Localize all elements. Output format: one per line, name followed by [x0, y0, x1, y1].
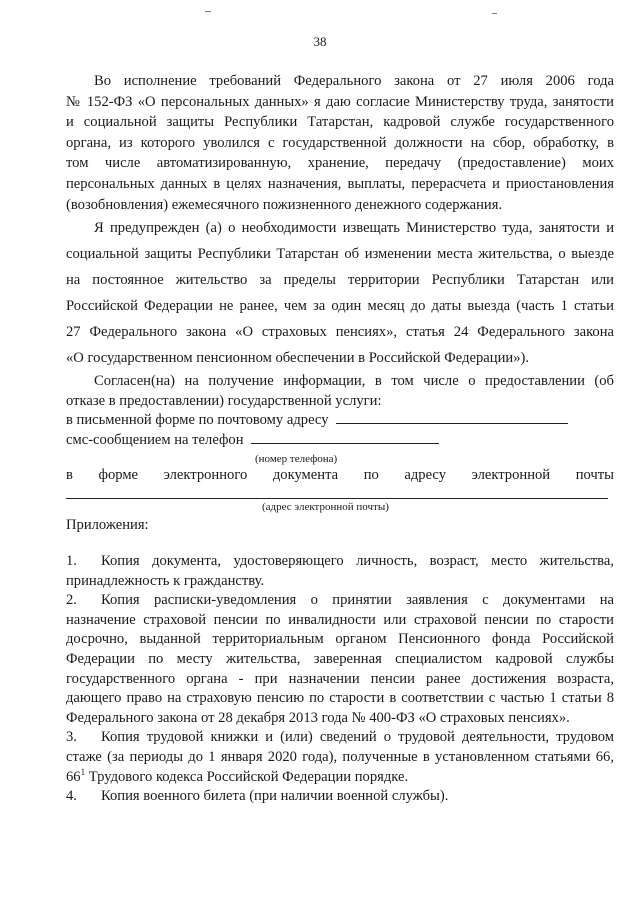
consent-line: (возобновления) ежемесячного пожизненного денежного содержания.	[66, 196, 503, 213]
item-line: принадлежность к гражданству.	[66, 572, 265, 589]
item-text: Трудового кодекса Российской Федерации порядке.	[85, 768, 409, 785]
notification-intro: Согласен(на) на получение информации, в том числе о предоставлении (об	[94, 373, 614, 389]
warning-line: 27 Федерального закона «О страховых пенсиях», статья 24 Федерального закона	[66, 324, 614, 340]
item-line: государственного органа - при назначении пенсии ранее достижения возраста,	[66, 670, 614, 687]
email-word: электронного	[163, 467, 248, 483]
item-number: 3.	[66, 729, 77, 746]
email-word: по	[363, 467, 379, 483]
sms-label: смс-сообщением на телефон	[66, 431, 244, 448]
item-line: Федерации по месту жительства, заверенная специалистом кадровой службы	[66, 650, 614, 667]
page-number: 38	[313, 34, 327, 49]
email-word: форме	[98, 467, 139, 483]
attachment-item	[66, 552, 614, 591]
superscript: 1	[80, 766, 86, 777]
item-line: стаже (за периоды до 1 января 2020 года), полученные в установленном статьями 66,	[66, 748, 614, 765]
postal-address-field[interactable]	[336, 411, 568, 424]
item-line: Копия военного билета (при наличии военной службы).	[101, 788, 449, 805]
item-line: назначение страховой пенсии по инвалидности или страховой пенсии по старости	[66, 611, 614, 628]
attachments-title: Приложения:	[66, 517, 149, 533]
email-caption: (адрес электронной почты)	[262, 501, 389, 513]
attachment-item	[66, 591, 614, 728]
consent-line: и социальной защиты Республики Татарстан, кадровой службе государственного	[66, 114, 614, 131]
item-text: 66	[66, 768, 81, 785]
postal-row	[66, 411, 614, 431]
item-number: 4.	[66, 788, 77, 805]
item-line: Копия документа, удостоверяющего личность, возраст, место жительства,	[101, 553, 614, 569]
consent-line: органа, из которого уволился с государственной должности на сбор, обработку, в	[66, 134, 614, 151]
scan-speck	[492, 13, 497, 14]
scan-speck	[205, 11, 211, 12]
consent-line: персональных данных в целях назначения, выплаты, перерасчета и приостановления	[66, 175, 614, 192]
item-line: досрочно, выданной территориальным органом Пенсионного фонда Российской	[66, 631, 614, 648]
warning-line: Российской Федерации не ранее, чем за один месяц до даты выезда (часть 1 статьи	[66, 298, 614, 314]
notification-section	[66, 372, 614, 450]
email-word: электронной	[471, 467, 551, 483]
warning-line: «О государственном пенсионном обеспечении в Российской Федерации»).	[66, 350, 529, 366]
attachment-item	[66, 787, 614, 807]
phone-number-field[interactable]	[251, 431, 439, 444]
warning-line: социальной защиты Республики Татарстан об изменении места жительства, о выезде	[66, 246, 614, 262]
email-word: адресу	[404, 467, 446, 483]
item-line: Копия трудовой книжки и (или) сведений о трудовой деятельности, трудовом	[101, 729, 614, 746]
notification-intro: отказе в предоставлении) государственной услуги:	[66, 392, 382, 409]
consent-line: Во исполнение требований Федерального закона от 27 июля 2006 года	[94, 73, 614, 89]
item-number: 2.	[66, 592, 77, 609]
item-line: Копия расписки-уведомления о принятии заявления с документами на	[101, 592, 614, 609]
email-row	[66, 467, 614, 484]
postal-label: в письменной форме по почтовому адресу	[66, 412, 329, 428]
consent-line: том числе автоматизированную, хранение, передачу (предоставление) моих	[66, 155, 614, 172]
item-line: дающего право на страховую пенсию по старости в соответствии с частью 1 статьи 8	[66, 690, 614, 707]
item-number: 1.	[66, 553, 77, 569]
phone-caption: (номер телефона)	[255, 453, 338, 465]
item-line-with-sup	[66, 768, 614, 788]
warning-line: на постоянное жительство за пределы территории Республики Татарстан или	[66, 272, 614, 288]
email-address-field[interactable]	[66, 498, 608, 499]
email-word: документа	[272, 467, 339, 483]
email-word: почты	[575, 467, 614, 483]
attachment-item	[66, 728, 614, 787]
consent-paragraph	[66, 71, 614, 215]
email-word: в	[66, 467, 73, 483]
attachments-list	[66, 552, 614, 807]
item-line: Федерального закона от 28 декабря 2013 года № 400-ФЗ «О страховых пенсиях».	[66, 709, 570, 726]
consent-line: № 152-ФЗ «О персональных данных» я даю согласие Министерству труда, занятости	[66, 93, 614, 110]
sms-row	[66, 431, 614, 451]
warning-line: Я предупрежден (а) о необходимости извещать Министерство туда, занятости и	[94, 220, 614, 236]
warning-paragraph	[66, 215, 614, 371]
